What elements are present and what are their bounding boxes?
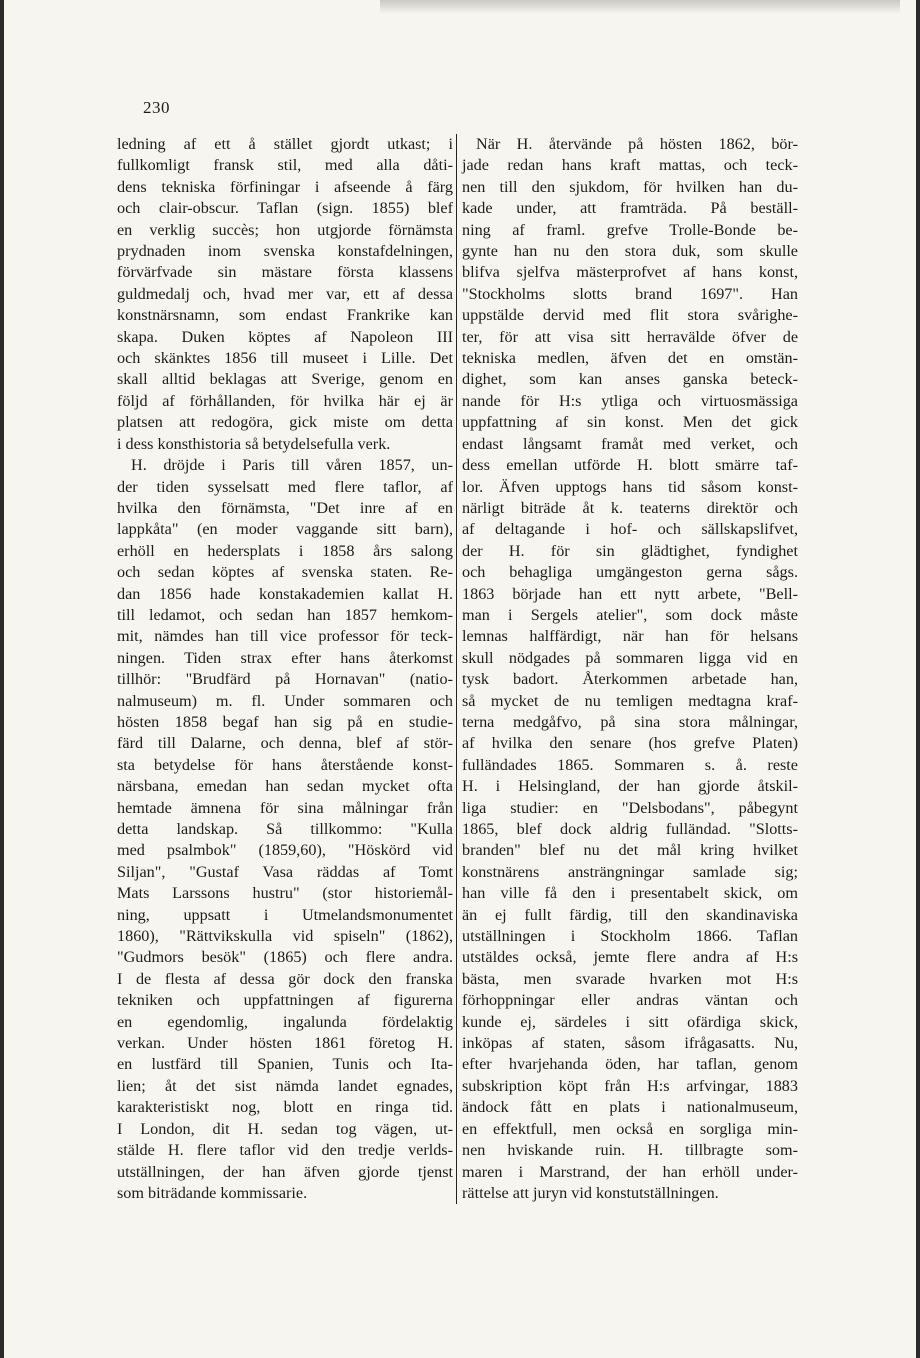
- text-line: "Gudmors besök" (1865) och flere andra.: [117, 948, 453, 967]
- text-line: "Stockholms slotts brand 1697". Han: [462, 284, 798, 303]
- text-line: blifva sjelfva mästerprofvet af hans konst,: [462, 263, 798, 282]
- text-line: med psalmbok" (1859,60), "Höskörd vid: [117, 841, 453, 860]
- text-line: en lustfärd till Spanien, Tunis och Ita-: [117, 1055, 453, 1074]
- text-line: rättelse att juryn vid konstutställningen.: [462, 1183, 719, 1202]
- text-line: subskription köpt från H:s arfvingar, 1883: [462, 1076, 798, 1095]
- text-line: man i Sergels atelier", som dock måste: [462, 605, 798, 624]
- text-line: och sedan köptes af svenska staten. Re-: [117, 563, 453, 582]
- text-line: platsen att redogöra, gick miste om detta: [117, 413, 453, 432]
- text-line: erhöll en hedersplats i 1858 års salong: [117, 541, 453, 560]
- text-line: lappkåta" (en moder vaggande sitt barn),: [117, 520, 453, 539]
- text-line: skall alltid beklagas att Sverige, genom en: [117, 370, 453, 389]
- text-line: hösten 1858 begaf han sig på en studie-: [117, 712, 453, 731]
- text-line: skapa. Duken köptes af Napoleon III: [117, 327, 453, 346]
- text-line: följd af förhållanden, för hvilka här ej är: [117, 391, 453, 410]
- text-line: När H. återvände på hösten 1862, bör-: [476, 135, 798, 153]
- text-line: i dess konsthistoria så betydelsefulla verk.: [117, 434, 391, 453]
- text-line: bästa, men svarade hvarken mot H:s: [462, 969, 798, 988]
- text-line: konstnärens ansträngningar samlade sig;: [462, 862, 798, 881]
- text-line: lor. Äfven upptogs hans tid såsom konst-: [462, 477, 798, 496]
- text-line: och skänktes 1856 till museet i Lille. Det: [117, 349, 453, 368]
- text-line: I de flesta af dessa gör dock den franska: [117, 969, 453, 988]
- text-line: I London, dit H. sedan tog vägen, ut-: [117, 1119, 453, 1138]
- page-number: 230: [143, 98, 170, 117]
- text-line: lien; åt det sist nämda landet egnades,: [117, 1076, 453, 1095]
- text-line: Mats Larssons hustru" (stor historiemål-: [117, 884, 453, 903]
- text-line: detta landskap. Så tillkommo: "Kulla: [117, 820, 453, 838]
- text-line: dan 1856 hade konstakademien kallat H.: [117, 584, 453, 603]
- text-line: till ledamot, och sedan han 1857 hemkom-: [117, 605, 453, 624]
- text-line: sta betydelse för hans återstående konst-: [117, 755, 453, 774]
- text-line: der H. för sin glädtighet, fyndighet: [462, 541, 798, 560]
- text-line: hvilka den förnämsta, "Det inre af en: [117, 498, 453, 517]
- text-line: fulländades 1865. Sommaren s. å. reste: [462, 755, 798, 774]
- text-line: jade redan hans kraft mattas, och teck-: [462, 156, 798, 175]
- text-line: färd till Dalarne, och denna, blef af stör-: [117, 734, 453, 753]
- text-line: och clair-obscur. Taflan (sign. 1855) blef: [117, 199, 453, 218]
- text-line: uppstälde dervid med flit stora svårighe-: [462, 306, 798, 325]
- text-line: dighet, som kan anses ganska beteck-: [462, 370, 798, 389]
- text-line: som biträdande kommissarie.: [117, 1183, 308, 1202]
- text-line: dens tekniska förfiningar i afseende å färg: [117, 177, 453, 196]
- text-line: karakteristiskt nog, blott en ringa tid.: [117, 1098, 453, 1117]
- text-line: och behagliga umgängeston gerna sågs.: [462, 563, 798, 582]
- text-line: kunde ej, särdeles i sitt ofärdiga skick,: [462, 1012, 798, 1031]
- text-line: så mycket de nu temligen medtagna kraf-: [462, 691, 798, 710]
- text-line: maren i Marstrand, der han erhöll under-: [462, 1162, 798, 1181]
- text-line: han ville få den i presentabelt skick, om: [462, 884, 798, 903]
- text-line: nande för H:s ytliga och virtuosmässiga: [462, 391, 798, 410]
- text-line: verkan. Under hösten 1861 företog H.: [117, 1034, 453, 1053]
- column-divider: [456, 134, 457, 1204]
- text-line: prydnaden inom svenska konstafdelningen,: [117, 242, 453, 261]
- text-line: mit, nämdes han till vice professor för teck-: [117, 627, 453, 646]
- text-line: terna medgåfvo, på sina stora målningar,: [462, 712, 798, 731]
- text-line: förhoppningar eller andras väntan och: [462, 991, 798, 1010]
- text-line: hemtade ämnena för sina målningar från: [117, 798, 453, 817]
- text-line: utstäldes också, jemte flere andra af H:s: [462, 948, 798, 967]
- text-line: inköpas af staten, såsom ifrågasatts. Nu,: [462, 1034, 798, 1053]
- text-line: ter, för att visa sitt herravälde öfver de: [462, 327, 798, 346]
- text-line: konstnärsnamn, som endast Frankrike kan: [117, 306, 453, 325]
- text-line: tekniska medlen, äfven det en omstän-: [462, 349, 798, 368]
- text-line: fullkomligt fransk stil, med alla dåti-: [117, 156, 453, 175]
- text-line: dess emellan utförde H. blott smärre taf-: [462, 456, 798, 475]
- text-line: utställningen, der han äfven gjorde tjenst: [117, 1162, 453, 1181]
- text-line: efter hvarjehanda öden, har taflan, genom: [462, 1055, 798, 1074]
- scan-shadow: [380, 0, 900, 14]
- text-line: uppfattning af sin konst. Men det gick: [462, 413, 798, 432]
- text-line: utställningen i Stockholm 1866. Taflan: [462, 927, 798, 946]
- text-line: af deltagande i hof- och sällskapslifvet,: [462, 520, 798, 539]
- text-line: ledning af ett å stället gjordt utkast; i: [117, 135, 453, 153]
- text-line: en egendomlig, ingalunda fördelaktig: [117, 1012, 453, 1031]
- text-line: H. dröjde i Paris till våren 1857, un-: [131, 456, 453, 475]
- text-line: tillhör: "Brudfärd på Hornavan" (natio-: [117, 670, 453, 689]
- text-line: nen till den sjukdom, för hvilken han du-: [462, 177, 798, 196]
- text-line: tysk badort. Återkommen arbetade han,: [462, 670, 798, 689]
- text-line: nen hviskande ruin. H. tillbragte som-: [462, 1141, 798, 1160]
- text-line: 1863 började han ett nytt arbete, "Bell-: [462, 584, 798, 603]
- text-line: 1865, blef dock aldrig fulländad. "Slotts-: [462, 820, 798, 838]
- text-line: en verklig succès; hon utgjorde förnämsta: [117, 220, 453, 239]
- text-line: lemnas halffärdigt, när han för helsans: [462, 627, 798, 646]
- text-line: än ej fullt färdig, till den skandinaviska: [462, 905, 798, 924]
- text-line: 1860), "Rättvikskulla vid spiseln" (1862),: [117, 927, 453, 946]
- text-line: liga studier: en "Delsbodans", påbegynt: [462, 798, 798, 817]
- text-line: branden" blef nu det mål kring hvilket: [462, 841, 798, 860]
- text-line: stälde H. flere taflor vid den tredje verlds-: [117, 1141, 453, 1160]
- text-line: ning, uppsatt i Utmelandsmonumentet: [117, 905, 453, 924]
- text-line: skull nödgades på sommaren ligga vid en: [462, 648, 798, 667]
- page-left-edge: [0, 0, 4, 1358]
- text-line: Siljan", "Gustaf Vasa räddas af Tomt: [117, 862, 453, 881]
- text-line: H. i Helsingland, der han gjorde åtskil-: [462, 777, 798, 796]
- text-line: en effektfull, men också en sorgliga min-: [462, 1119, 798, 1138]
- text-line: närsbana, emedan han sedan mycket ofta: [117, 777, 453, 796]
- text-line: guldmedalj och, hvad mer var, ett af dessa: [117, 284, 453, 303]
- right-column: [462, 134, 798, 1204]
- text-line: ningen. Tiden strax efter hans återkomst: [117, 648, 453, 667]
- left-column: [117, 134, 453, 1204]
- page-right-edge: [916, 0, 920, 1358]
- text-line: förvärfvade sin mästare första klassens: [117, 263, 453, 282]
- text-line: ning af framl. grefve Trolle-Bonde be-: [462, 220, 798, 239]
- text-line: ändock fått en plats i nationalmuseum,: [462, 1098, 798, 1117]
- text-line: endast långsamt framåt med verket, och: [462, 434, 798, 453]
- text-line: gynte han nu den stora duk, som skulle: [462, 242, 798, 261]
- text-line: af hvilka den senare (hos grefve Platen): [462, 734, 798, 753]
- text-line: kade under, att framträda. På beställ-: [462, 199, 798, 218]
- text-line: nalmuseum) m. fl. Under sommaren och: [117, 691, 453, 710]
- text-line: der tiden sysselsatt med flere taflor, af: [117, 477, 453, 496]
- text-line: närligt biträde åt k. teaterns direktör och: [462, 498, 798, 517]
- text-line: tekniken och uppfattningen af figurerna: [117, 991, 453, 1010]
